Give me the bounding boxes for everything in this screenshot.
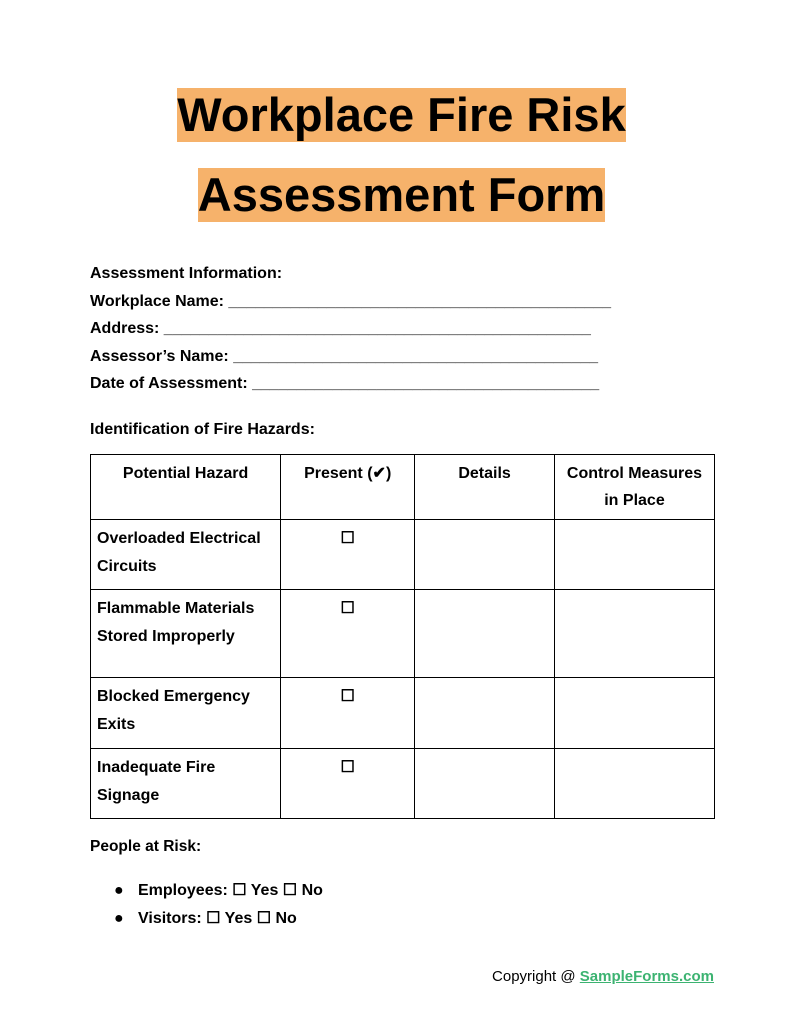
- hazard-cell: Flammable Materials Stored Improperly: [91, 590, 281, 678]
- bullet-icon: ●: [114, 882, 124, 899]
- hazard-cell: Inadequate Fire Signage: [91, 749, 281, 819]
- assessment-info-heading: Assessment Information:: [90, 265, 283, 282]
- present-checkbox[interactable]: ☐: [281, 749, 415, 819]
- address-field[interactable]: Address: ________________________________________________: [90, 320, 591, 337]
- present-checkbox[interactable]: ☐: [281, 678, 415, 749]
- table-row: [91, 749, 715, 819]
- present-checkbox[interactable]: ☐: [281, 520, 415, 590]
- list-item: [90, 905, 323, 933]
- hazards-heading: Identification of Fire Hazards:: [90, 421, 315, 438]
- controls-cell[interactable]: [554, 520, 714, 590]
- date-field[interactable]: Date of Assessment: _______________________________________: [90, 375, 600, 392]
- present-checkbox[interactable]: ☐: [281, 590, 415, 678]
- table-header-row: [91, 455, 715, 520]
- list-item: [90, 877, 323, 905]
- copyright-text: Copyright @: [492, 968, 580, 985]
- page-title-line-1: Workplace Fire Risk: [177, 88, 626, 141]
- title-line-2: [0, 168, 803, 222]
- details-cell[interactable]: [415, 749, 555, 819]
- copyright-footer: [492, 968, 714, 985]
- table-row: [91, 678, 715, 749]
- column-header-details: Details: [415, 455, 555, 520]
- details-cell[interactable]: [415, 520, 555, 590]
- employees-option[interactable]: Employees: ☐ Yes ☐ No: [138, 882, 323, 899]
- people-at-risk-heading: People at Risk:: [90, 838, 202, 855]
- controls-cell[interactable]: [554, 749, 714, 819]
- bullet-icon: ●: [114, 910, 124, 927]
- details-cell[interactable]: [415, 590, 555, 678]
- controls-cell[interactable]: [554, 678, 714, 749]
- table-row: [91, 520, 715, 590]
- hazard-cell: Overloaded Electrical Circuits: [91, 520, 281, 590]
- assessor-name-field[interactable]: Assessor’s Name: _________________________________________: [90, 347, 599, 365]
- column-header-hazard: Potential Hazard: [91, 455, 281, 520]
- visitors-option[interactable]: Visitors: ☐ Yes ☐ No: [138, 910, 297, 927]
- controls-cell[interactable]: [554, 590, 714, 678]
- assessment-info: [90, 262, 611, 400]
- page-title-line-2: Assessment Form: [197, 168, 606, 221]
- hazards-table: [90, 454, 715, 819]
- details-cell[interactable]: [415, 678, 555, 749]
- column-header-controls: Control Measures in Place: [554, 455, 714, 520]
- people-at-risk-list: [90, 877, 323, 933]
- title-line-1: [0, 88, 803, 142]
- table-row: [91, 590, 715, 678]
- hazard-cell: Blocked Emergency Exits: [91, 678, 281, 749]
- column-header-present: Present (✔): [281, 455, 415, 520]
- sampleforms-link[interactable]: SampleForms.com: [579, 968, 714, 985]
- workplace-name-field[interactable]: Workplace Name: ___________________________________________: [90, 292, 612, 310]
